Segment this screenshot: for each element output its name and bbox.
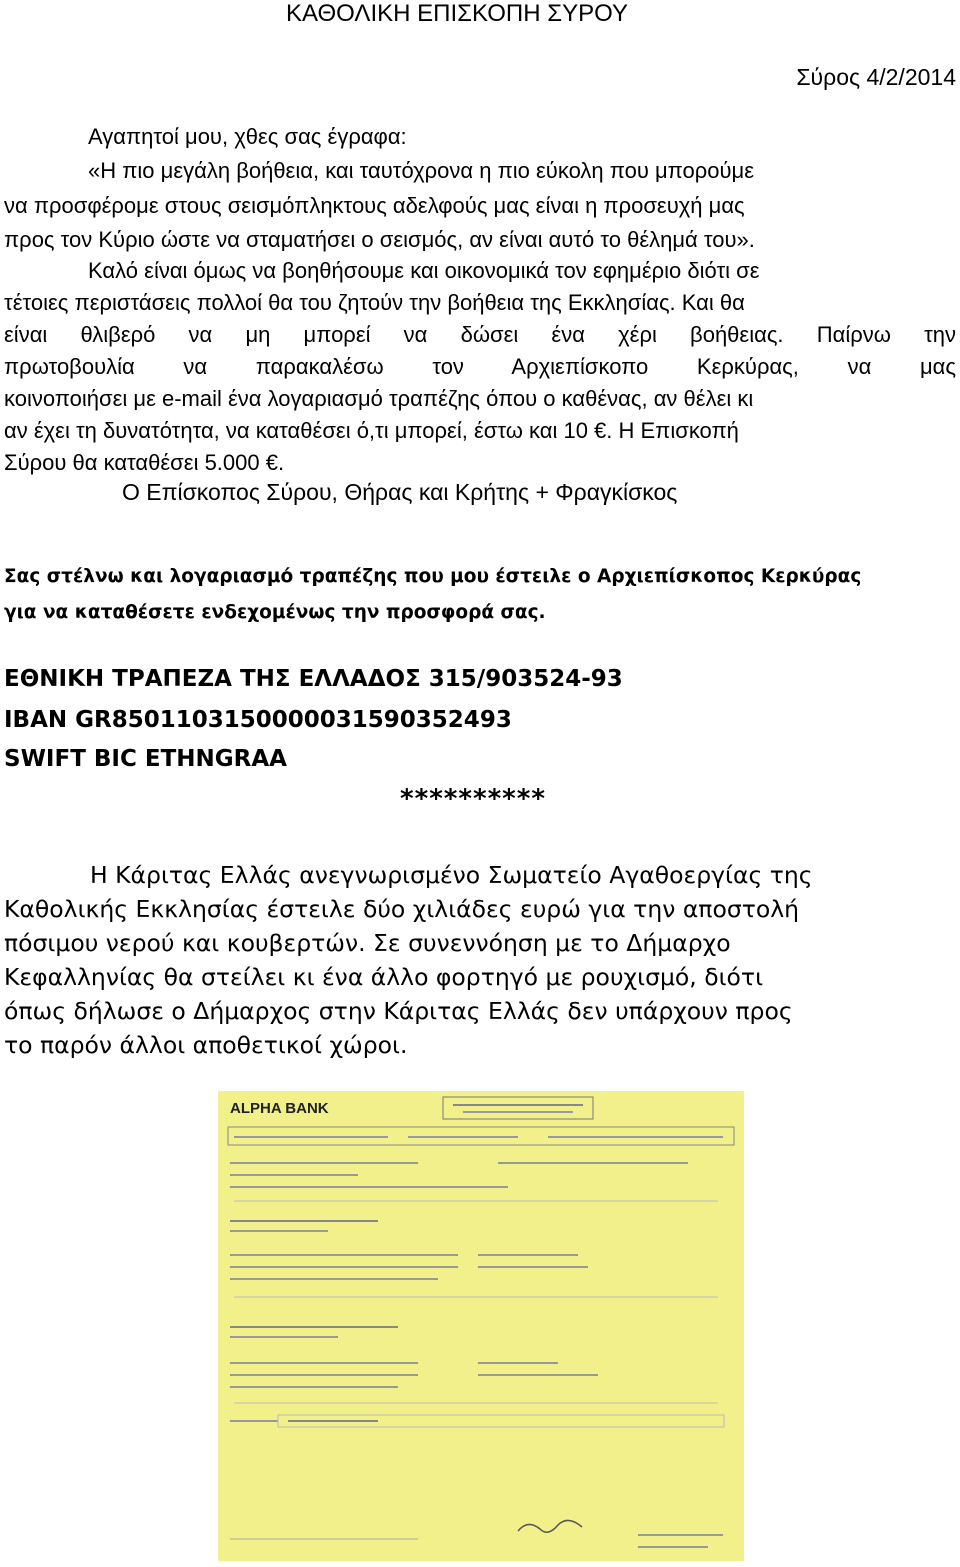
letter-line: αν έχει τη δυνατότητα, να καταθέσει ό,τι μπορεί, έστω και 10 €. Η Επισκοπή <box>4 418 739 443</box>
caritas-line: πόσιμου νερού και κουβερτών. Σε συνεννόηση με το Δήμαρχο <box>4 929 731 957</box>
separator-stars: ********** <box>400 784 546 814</box>
letter-line: προς τον Κύριο ώστε να σταματήσει ο σεισμός, αν είναι αυτό το θέλημά του». <box>4 227 755 252</box>
letter-line: τέτοιες περιστάσεις πολλοί θα του ζητούν την βοήθεια της Εκκλησίας. Και θα <box>4 290 745 315</box>
document-title: ΚΑΘΟΛΙΚΗ ΕΠΙΣΚΟΠΗ ΣΥΡΟΥ <box>286 0 628 27</box>
caritas-line: Η Κάριτας Ελλάς ανεγνωρισμένο Σωματείο Αγαθοεργίας της <box>90 861 813 889</box>
caritas-line: Κεφαλληνίας θα στείλει κι ένα άλλο φορτηγό με ρουχισμό, διότι <box>4 963 764 991</box>
signature-line: Ο Επίσκοπος Σύρου, Θήρας και Κρήτης + Φραγκίσκος <box>122 479 678 505</box>
alpha-bank-logo: ALPHA BANK <box>230 1100 329 1117</box>
caritas-line: το παρόν άλλοι αποθετικοί χώροι. <box>4 1031 408 1059</box>
letter-line: «Η πιο μεγάλη βοήθεια, και ταυτόχρονα η πιο εύκολη που μπορούμε <box>88 158 755 183</box>
notice-line: για να καταθέσετε ενδεχομένως την προσφορά σας. <box>4 602 546 623</box>
bank-swift: SWIFT BIC ETHNGRAA <box>4 746 287 772</box>
caritas-line: Καθολικής Εκκλησίας έστειλε δύο χιλιάδες ευρώ για την αποστολή <box>4 895 800 923</box>
bank-receipt-image <box>218 1091 744 1561</box>
letter-line: κοινοποιήσει με e-mail ένα λογαριασμό τραπέζης όπου ο καθένας, αν θέλει κι <box>4 386 754 411</box>
greeting: Αγαπητοί μου, χθες σας έγραφα: <box>88 124 407 149</box>
notice-line: Σας στέλνω και λογαριασμό τραπέζης που μου έστειλε ο Αρχιεπίσκοπος Κερκύρας <box>4 566 862 587</box>
caritas-line: όπως δήλωσε ο Δήμαρχος στην Κάριτας Ελλάς δεν υπάρχουν προς <box>4 997 793 1025</box>
receipt-graphic <box>218 1091 744 1561</box>
letter-line: να προσφέρομε στους σεισμόπληκτους αδελφούς μας είναι η προσευχή μας <box>4 193 745 218</box>
bank-iban: IBAN GR8501103150000031590352493 <box>4 707 512 733</box>
letter-line: Καλό είναι όμως να βοηθήσουμε και οικονομικά τον εφημέριο διότι σε <box>88 258 760 283</box>
letter-line: είναι θλιβερό να μη μπορεί να δώσει ένα χέρι βοήθειας. Παίρνω την <box>4 322 956 347</box>
letter-line: Σύρου θα καταθέσει 5.000 €. <box>4 450 285 475</box>
letter-date: Σύρος 4/2/2014 <box>796 64 956 90</box>
letter-line: πρωτοβουλία να παρακαλέσω τον Αρχιεπίσκοπο Κερκύρας, να μας <box>4 354 956 379</box>
bank-account: ΕΘΝΙΚΗ ΤΡΑΠΕΖΑ ΤΗΣ ΕΛΛΑΔΟΣ 315/903524-93 <box>4 666 623 692</box>
